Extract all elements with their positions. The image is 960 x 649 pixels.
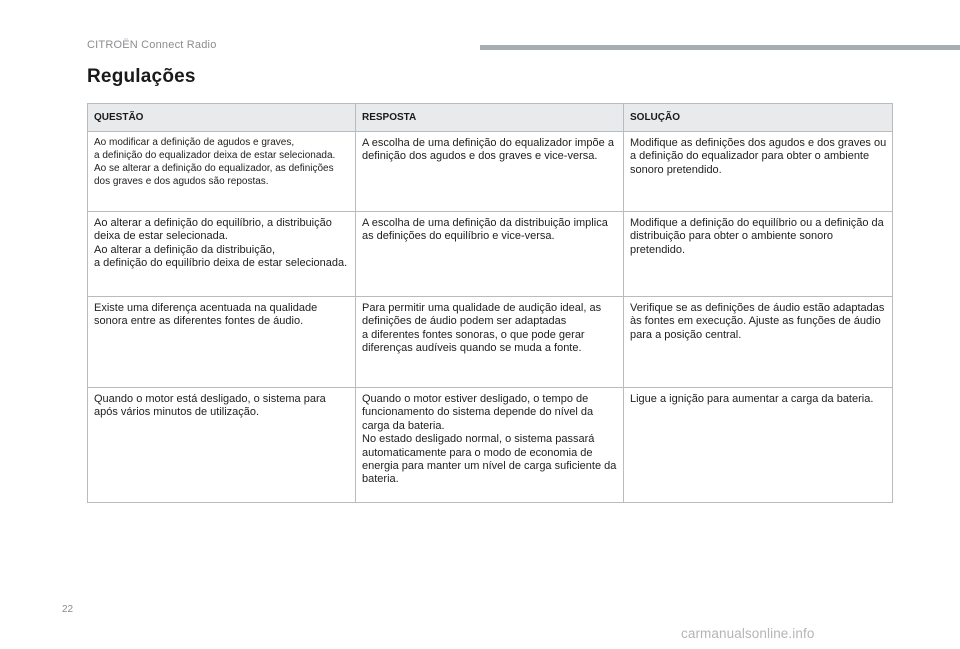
answer-cell: A escolha de uma definição da distribuição implica as definições do equilíbrio e vice-versa. [356, 212, 624, 297]
solution-cell: Ligue a ignição para aumentar a carga da bateria. [624, 388, 893, 503]
column-header-answer: RESPOSTA [356, 104, 624, 132]
page-title: Regulações [87, 66, 196, 87]
page-number: 22 [62, 604, 74, 615]
table-header-row [88, 104, 893, 132]
question-cell: Ao alterar a definição do equilíbrio, a distribuição deixa de estar selecionada. Ao alterar a definição da distribuição, a definição do equilíbrio deixa de estar selecionada. [88, 212, 356, 297]
answer-cell: Para permitir uma qualidade de audição ideal, as definições de áudio podem ser adaptadas a diferentes fontes sonoras, o que pode gerar diferenças audíveis quando se muda a fonte. [356, 297, 624, 388]
table-row [88, 212, 893, 297]
troubleshooting-table [87, 103, 893, 503]
column-header-question: QUESTÃO [88, 104, 356, 132]
table-row [88, 388, 893, 503]
question-cell: Quando o motor está desligado, o sistema para após vários minutos de utilização. [88, 388, 356, 503]
header-decorative-bar [480, 45, 960, 50]
table-row [88, 297, 893, 388]
solution-cell: Modifique a definição do equilíbrio ou a definição da distribuição para obter o ambiente sonoro pretendido. [624, 212, 893, 297]
document-header-title: CITROËN Connect Radio [87, 39, 217, 51]
question-cell: Ao modificar a definição de agudos e graves, a definição do equalizador deixa de estar selecionada. Ao se alterar a definição do equalizador, as definições dos graves e dos agudos são repostas. [88, 132, 356, 212]
solution-cell: Modifique as definições dos agudos e dos graves ou a definição do equalizador para obter o ambiente sonoro pretendido. [624, 132, 893, 212]
answer-cell: Quando o motor estiver desligado, o tempo de funcionamento do sistema depende do nível da carga da bateria. No estado desligado normal, o sistema passará automaticamente para o modo de economia de energia para manter um nível de carga suficiente da bateria. [356, 388, 624, 503]
answer-cell: A escolha de uma definição do equalizador impõe a definição dos agudos e dos graves e vice-versa. [356, 132, 624, 212]
solution-cell: Verifique se as definições de áudio estão adaptadas às fontes em execução. Ajuste as funções de áudio para a posição central. [624, 297, 893, 388]
question-cell: Existe uma diferença acentuada na qualidade sonora entre as diferentes fontes de áudio. [88, 297, 356, 388]
watermark-text: carmanualsonline.info [681, 626, 815, 641]
table-row [88, 132, 893, 212]
column-header-solution: SOLUÇÃO [624, 104, 893, 132]
